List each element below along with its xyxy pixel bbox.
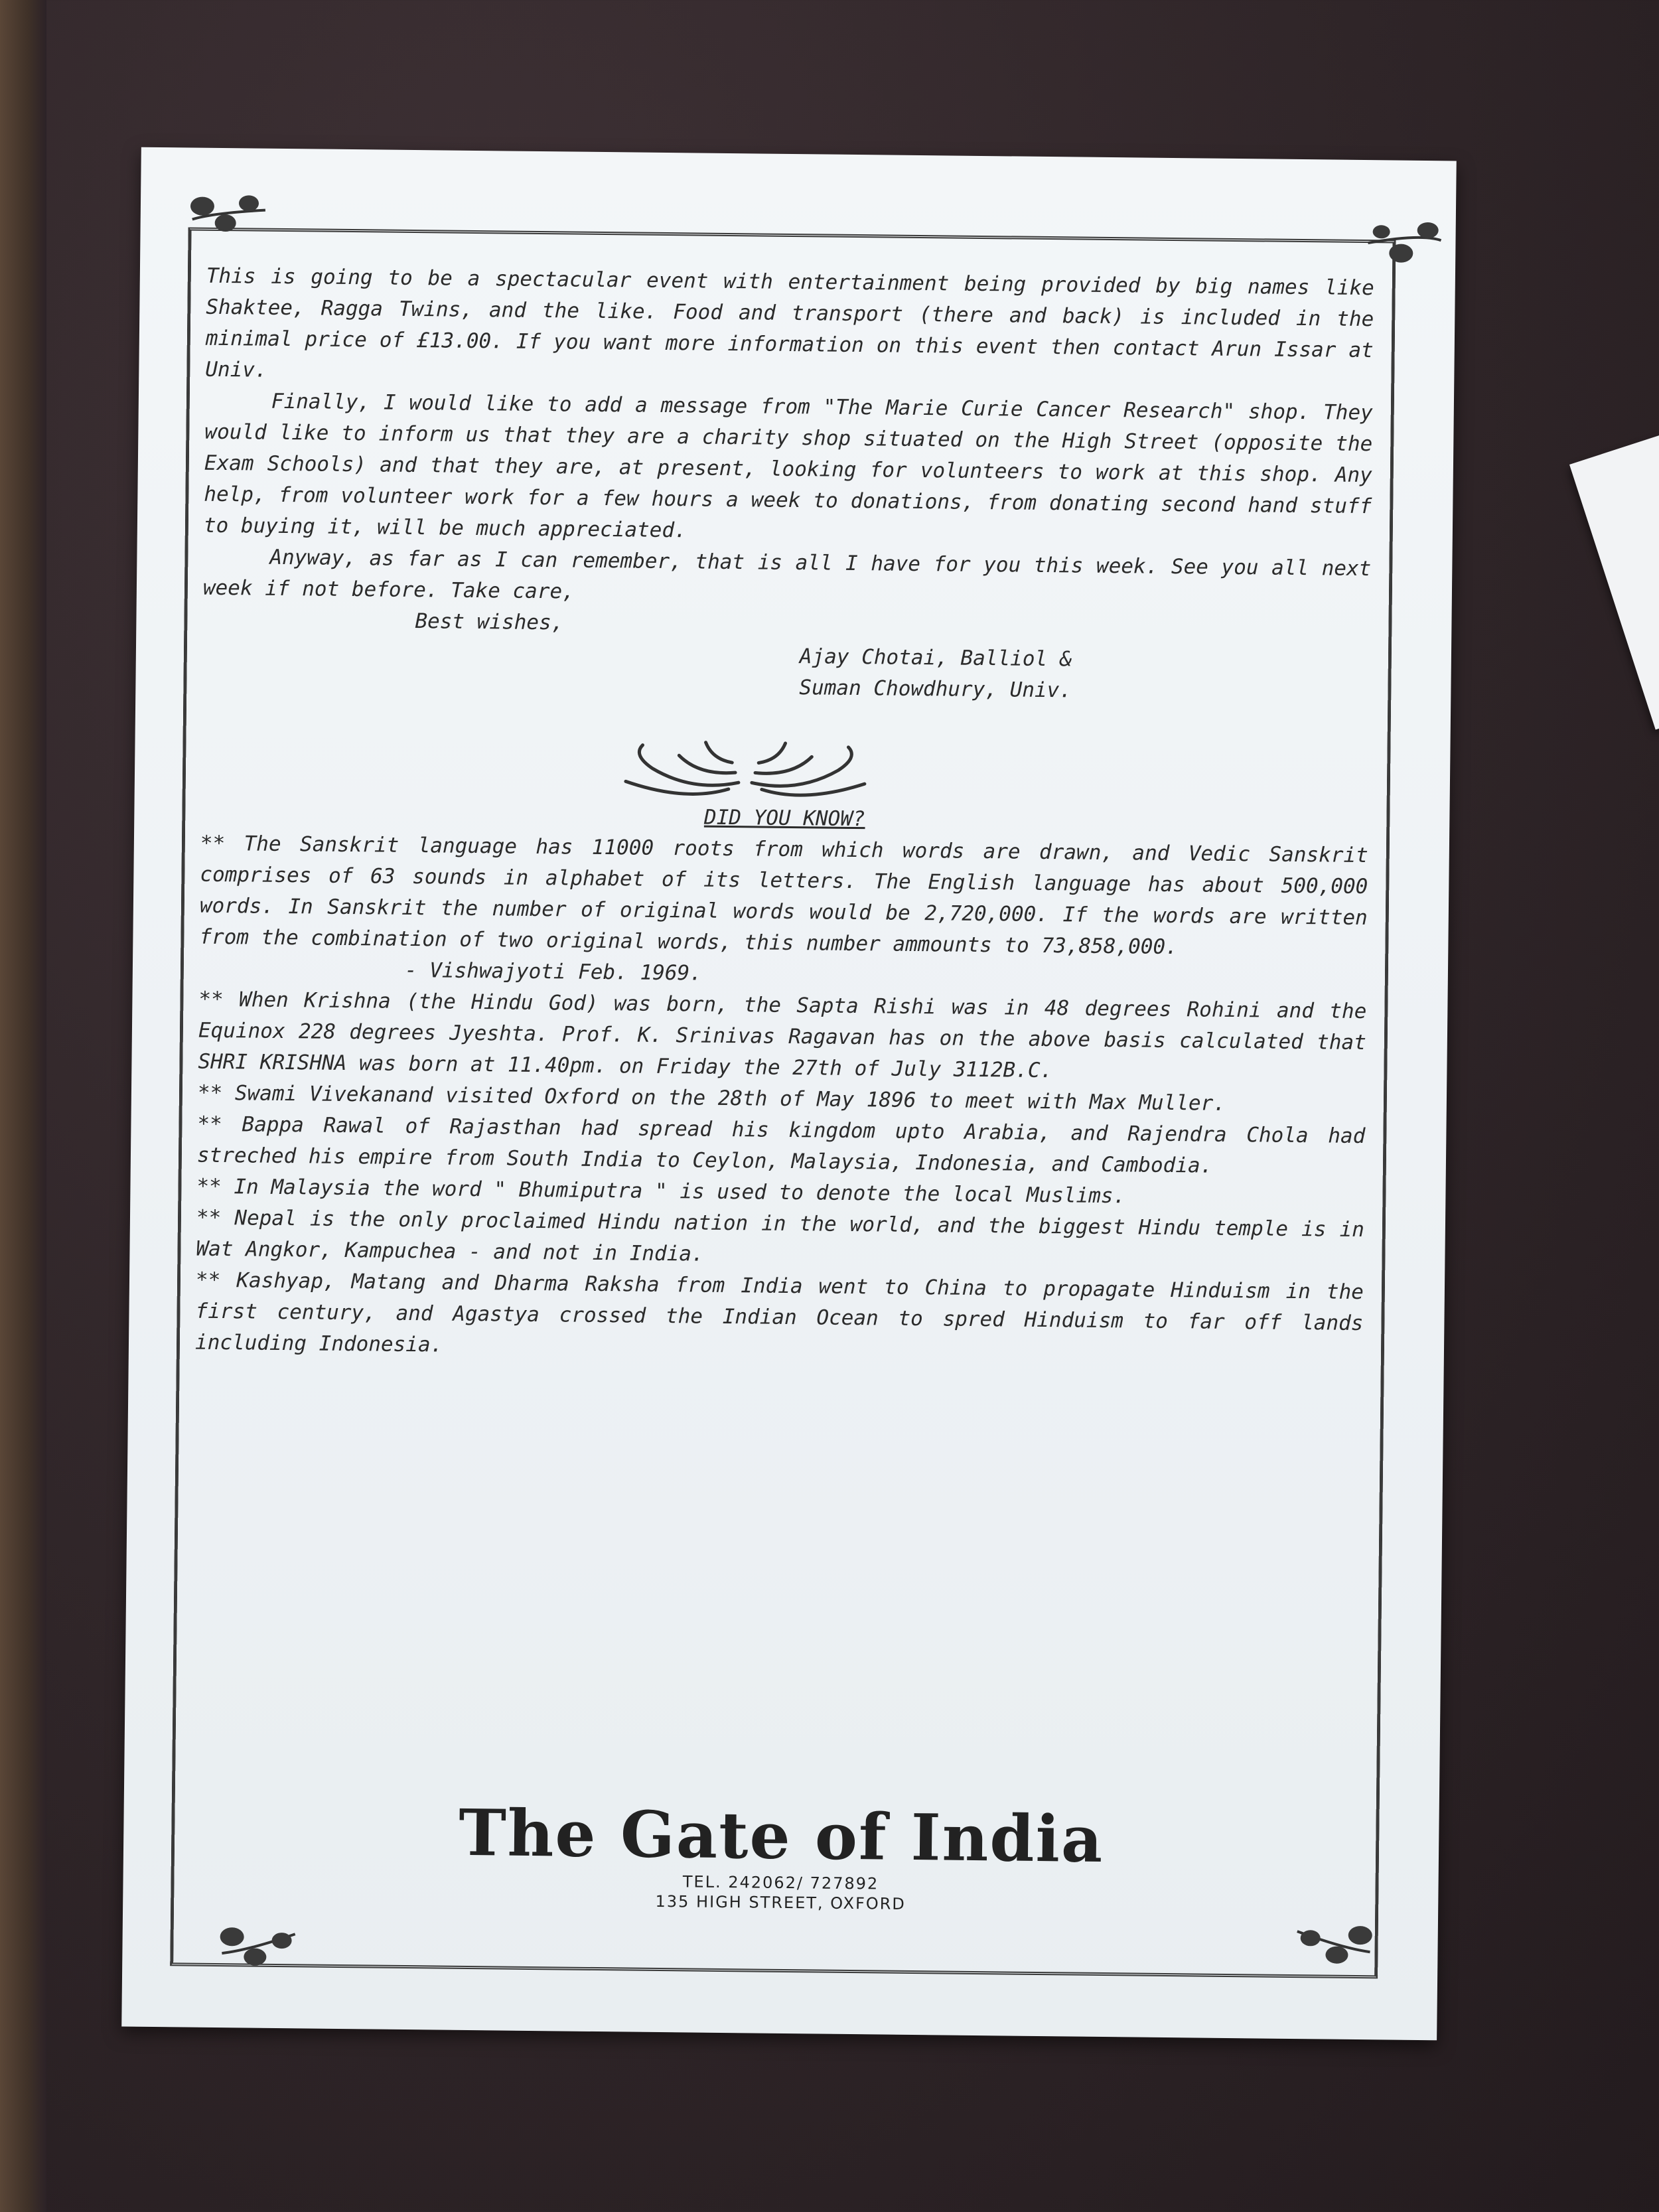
newsletter-page — [121, 147, 1457, 2041]
fact-attribution: - Vishwajyoti Feb. 1969. — [404, 958, 703, 986]
newsletter-body — [195, 261, 1374, 1370]
letter-paragraph: This is going to be a spectacular event with entertainment being provided by big names like Shaktee, Ragga Twins, and the like. Food and transport (there and back) is included in the minimal price of £13.00. If you want more information on this event then contact Arun Issar at Univ. — [205, 263, 1374, 382]
letter-closing: Best wishes, — [415, 609, 564, 635]
restaurant-phone: TEL. 242062/ 727892 — [682, 1872, 879, 1893]
restaurant-address: 135 HIGH STREET, OXFORD — [655, 1891, 906, 1913]
fact-item: ** Bappa Rawal of Rajasthan had spread his kingdom upto Arabia, and Rajendra Chola had streched his empire from South India to Ceylon, Malaysia, Indonesia, and Cambodia. — [196, 1112, 1366, 1178]
fact-item: ** The Sanskrit language has 11000 roots from which words are drawn, and Vedic Sanskrit comprises of 63 sounds in alphabet of its letters. The English language has about 500,000 words. In Sanskrit the number of original words would be 2,720,000. If the words are written from the combination of two original words, this number ammounts to 73,858,000. — [199, 831, 1368, 960]
leaf-corner-icon — [1361, 213, 1448, 273]
signature-line: Suman Chowdhury, Univ. — [799, 676, 1072, 703]
section-heading: DID YOU KNOW? — [703, 805, 865, 832]
fact-item: ** In Malaysia the word " Bhumiputra " is used to denote the local Muslims. — [196, 1174, 1126, 1209]
fact-item: ** Kashyap, Matang and Dharma Raksha from India went to China to propagate Hinduism in the first century, and Agastya crossed the Indian Ocean to spred Hinduism to far off lands including Indonesia. — [194, 1268, 1364, 1357]
flourish-ornament-icon — [613, 728, 879, 804]
letter-paragraph: Anyway, as far as I can remember, that is all I have for you this week. See you all next week if not before. Take care, — [202, 545, 1372, 604]
adjacent-paper — [1569, 403, 1659, 729]
fact-item: ** When Krishna (the Hindu God) was born, the Sapta Rishi was in 48 degrees Rohini and the Equinox 228 degrees Jyeshta. Prof. K. Srinivas Ragavan has on the above basis calculated that SHRI KRISHNA was born at 11.40pm. on Friday the 27th of July 3112B.C. — [198, 987, 1367, 1083]
restaurant-advert — [123, 1793, 1439, 1920]
fact-item: ** Swami Vivekanand visited Oxford on the 28th of May 1896 to meet with Max Muller. — [197, 1080, 1226, 1116]
leaf-corner-icon — [1290, 1911, 1377, 1972]
fact-item: ** Nepal is the only proclaimed Hindu nation in the world, and the biggest Hindu temple is in Wat Angkor, Kampuchea - and not in India. — [196, 1205, 1365, 1266]
leaf-corner-icon — [215, 1913, 302, 1974]
leaf-corner-icon — [185, 186, 272, 246]
wood-edge — [0, 0, 46, 2212]
restaurant-logo: The Gate of India — [458, 1795, 1104, 1878]
signature-line: Ajay Chotai, Balliol & — [799, 644, 1072, 672]
letter-paragraph: Finally, I would like to add a message from "The Marie Curie Cancer Research" shop. They would like to inform us that they are a charity shop situated on the High Street (opposite the Exam Schools) and that they are, at present, looking for volunteers to work at this shop. Any help, from volunteer work for a few hours a week to donations, from donating second hand stuff to buying it, will be much appreciated. — [203, 389, 1373, 543]
